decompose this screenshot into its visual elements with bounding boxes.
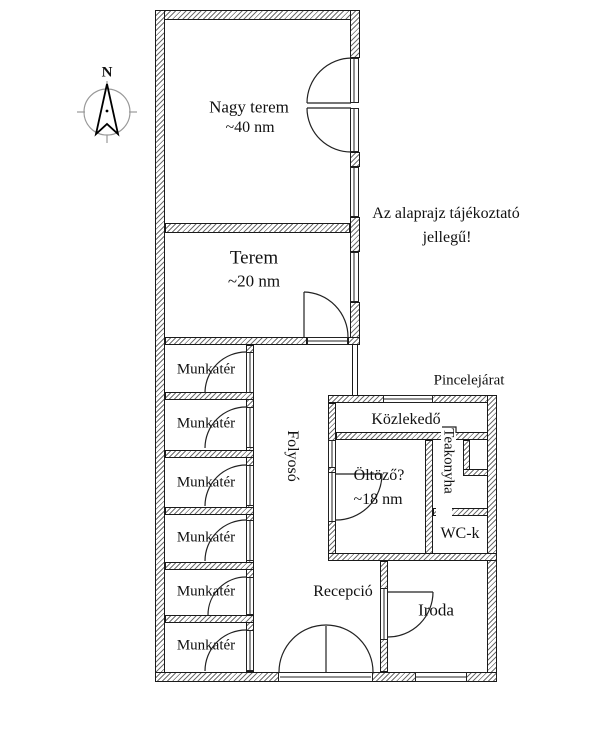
room-label-wc: WC-k — [440, 525, 480, 542]
door-sill-entrance — [278, 672, 373, 682]
door-slot-munkater — [246, 465, 254, 506]
wall-right-upper — [350, 10, 360, 58]
room-area-nagy-terem: ~40 nm — [225, 119, 275, 136]
wall-kozlekedo-bottom — [336, 432, 497, 440]
window-iroda — [415, 672, 467, 682]
window-right-terem — [350, 252, 359, 302]
door-sill-pincelejarat — [383, 395, 433, 403]
room-area-oltozo: ~18 nm — [353, 491, 403, 508]
door-slot-munkater — [246, 630, 254, 671]
compass-north-label: N — [101, 64, 113, 81]
disclaimer-line-2: jellegű! — [422, 229, 472, 246]
door-swings — [205, 58, 456, 672]
room-label-munkater-5: Munkatér — [176, 583, 236, 600]
wall-right-upper — [350, 152, 360, 167]
wall-top — [155, 10, 360, 20]
door-slot-munkater — [246, 352, 254, 393]
compass-icon — [77, 81, 137, 143]
window-oltozo — [328, 440, 336, 468]
wall-oltozo-right — [425, 440, 433, 561]
room-label-munkater-3: Munkatér — [176, 474, 236, 491]
wall-munkater-divider — [165, 507, 254, 515]
room-area-terem: ~20 nm — [227, 271, 281, 291]
room-label-munkater-4: Munkatér — [176, 529, 236, 546]
door-slot-munkater — [246, 520, 254, 561]
room-label-kozlekedo: Közlekedő — [371, 411, 441, 428]
room-label-recepcio: Recepció — [313, 583, 373, 600]
room-label-folyoso: Folyosó — [284, 430, 301, 482]
wall-corridor-right-thin — [352, 344, 358, 396]
room-label-munkater-6: Munkatér — [176, 637, 236, 654]
room-label-nagy-terem: Nagy terem — [209, 97, 289, 117]
wall-right-outer — [487, 395, 497, 682]
wall-munkater-divider — [165, 562, 254, 570]
double-door-leaf-slot — [350, 108, 359, 152]
door-slot-iroda — [380, 588, 388, 640]
room-label-oltozo: Öltöző? — [353, 467, 405, 484]
door-slot-oltozo — [328, 472, 336, 522]
wall-left-outer — [155, 10, 165, 682]
door-sill-terem — [307, 337, 348, 345]
room-label-teakonyha: Teakonyha — [440, 428, 457, 494]
wall-nagyterem-terem — [165, 223, 350, 233]
double-door-leaf-slot — [350, 58, 359, 103]
room-label-iroda: Iroda — [418, 600, 454, 620]
door-slot-munkater — [246, 577, 254, 615]
door-gap-wc — [436, 508, 452, 516]
room-label-terem: Terem — [229, 247, 279, 269]
door-slot-munkater — [246, 407, 254, 448]
wall-munkater-divider — [165, 392, 254, 400]
disclaimer-line-1: Az alaprajz tájékoztató — [372, 205, 520, 222]
window-right-upper — [350, 167, 359, 217]
cellar-entrance-label: Pincelejárat — [433, 372, 505, 389]
wall-right-section-bottom — [328, 553, 497, 561]
room-label-munkater-2: Munkatér — [176, 415, 236, 432]
room-label-munkater-1: Munkatér — [176, 361, 236, 378]
wall-right-upper — [350, 217, 360, 252]
wall-terem-bottom — [165, 337, 307, 345]
wall-munkater-divider — [165, 615, 254, 623]
wall-munkater-divider — [165, 450, 254, 458]
